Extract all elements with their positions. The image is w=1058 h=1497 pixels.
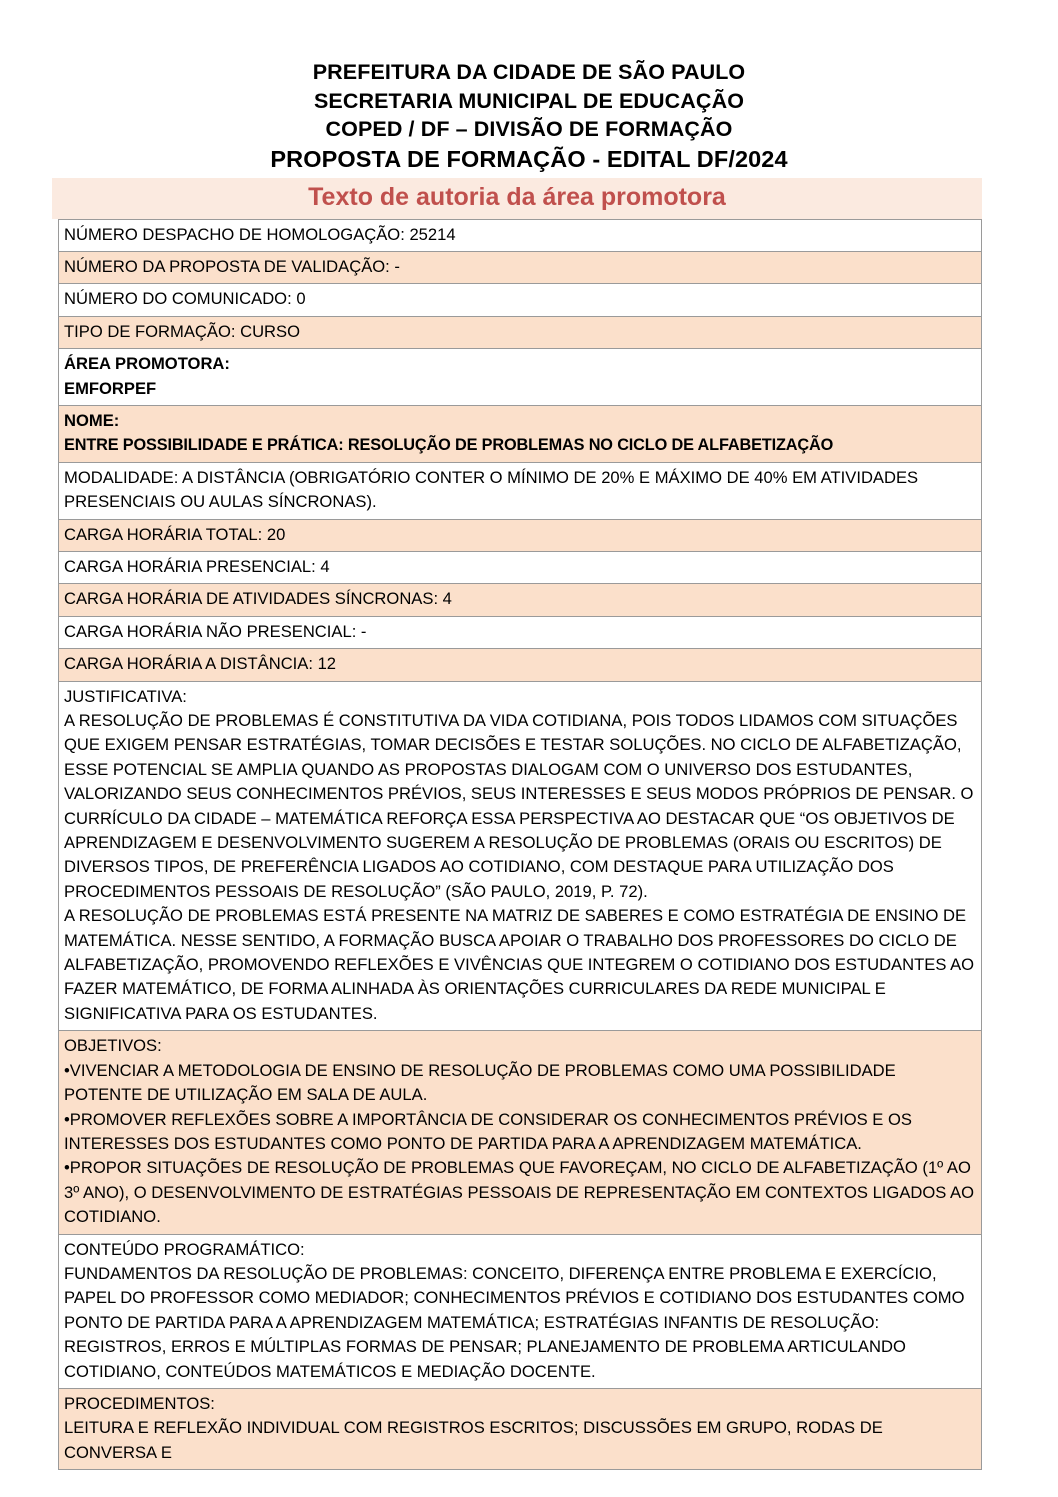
procedimentos-label: PROCEDIMENTOS: (64, 1393, 215, 1413)
table-row-carga-distancia (59, 649, 982, 681)
cell-carga-nao-presencial: CARGA HORÁRIA NÃO PRESENCIAL: - (59, 616, 982, 648)
objetivos-bullet-1: •VIVENCIAR A METODOLOGIA DE ENSINO DE RESOLUÇÃO DE PROBLEMAS COMO UMA POSSIBILIDADE POTENTE DE UTILIZAÇÃO EM SALA DE AULA. (64, 1060, 896, 1105)
table-row-modalidade (59, 462, 982, 519)
cell-despacho: NÚMERO DESPACHO DE HOMOLOGAÇÃO: 25214 (59, 219, 982, 251)
document-header (0, 0, 1058, 175)
table-row-objetivos (59, 1031, 982, 1234)
table-row-despacho (59, 219, 982, 251)
conteudo-label: CONTEÚDO PROGRAMÁTICO: (64, 1239, 305, 1259)
objetivos-bullet-2: •PROMOVER REFLEXÕES SOBRE A IMPORTÂNCIA DE CONSIDERAR OS CONHECIMENTOS PRÉVIOS E OS INTERESSES DOS ESTUDANTES COMO PONTO DE PARTIDA PARA A APRENDIZAGEM MATEMÁTICA. (64, 1109, 912, 1153)
cell-proposta-validacao: NÚMERO DA PROPOSTA DE VALIDAÇÃO: - (59, 251, 982, 283)
authorship-banner-text: Texto de autoria da área promotora (308, 182, 726, 211)
nome-label: NOME: (64, 410, 120, 430)
table-row-justificativa (59, 681, 982, 1031)
area-promotora-value: EMFORPEF (64, 378, 157, 398)
cell-nome (59, 405, 982, 462)
area-promotora-label: ÁREA PROMOTORA: (64, 354, 230, 374)
conteudo-text: FUNDAMENTOS DA RESOLUÇÃO DE PROBLEMAS: CONCEITO, DIFERENÇA ENTRE PROBLEMA E EXERCÍCIO, PAPEL DO PROFESSOR COMO MEDIADOR; CONHECIMENTOS PRÉVIOS E COTIDIANO DOS ESTUDANTES COMO PONTO DE PARTIDA PARA A APRENDIZAGEM MATEMÁTICA; ESTRATÉGIAS INFANTIS DE RESOLUÇÃO: REGISTROS, ERROS E MÚLTIPLAS FORMAS DE PENSAR; PLANEJAMENTO DE PROBLEMA ARTICULANDO COTIDIANO, CONTEÚDOS MATEMÁTICOS E MEDIAÇÃO DOCENTE. (64, 1263, 965, 1381)
cell-procedimentos (59, 1388, 982, 1469)
cell-carga-distancia: CARGA HORÁRIA A DISTÂNCIA: 12 (59, 649, 982, 681)
objetivos-bullet-3: •PROPOR SITUAÇÕES DE RESOLUÇÃO DE PROBLEMAS QUE FAVOREÇAM, NO CICLO DE ALFABETIZAÇÃO (1º AO 3º ANO), O DESENVOLVIMENTO DE ESTRATÉGIAS PESSOAIS DE REPRESENTAÇÃO EM CONTEXTOS LIGADOS AO COTIDIANO. (64, 1158, 975, 1227)
table-row-conteudo-programatico (59, 1234, 982, 1388)
table-row-carga-presencial (59, 551, 982, 583)
cell-carga-presencial: CARGA HORÁRIA PRESENCIAL: 4 (59, 551, 982, 583)
table-row-tipo-formacao (59, 316, 982, 348)
nome-value: ENTRE POSSIBILIDADE E PRÁTICA: RESOLUÇÃO DE PROBLEMAS NO CICLO DE ALFABETIZAÇÃO (64, 436, 834, 455)
cell-conteudo-programatico (59, 1234, 982, 1388)
justificativa-paragraph-1: A RESOLUÇÃO DE PROBLEMAS É CONSTITUTIVA DA VIDA COTIDIANA, POIS TODOS LIDAMOS COM SITUAÇÕES QUE EXIGEM PENSAR ESTRATÉGIAS, TOMAR DECISÕES E TESTAR SOLUÇÕES. NO CICLO DE ALFABETIZAÇÃO, ESSE POTENCIAL SE AMPLIA QUANDO AS PROPOSTAS DIALOGAM COM O UNIVERSO DOS ESTUDANTES, VALORIZANDO SEUS CONHECIMENTOS PRÉVIOS, SEUS INTERESSES E SEUS MODOS PRÓPRIOS DE PENSAR. O CURRÍCULO DA CIDADE – MATEMÁTICA REFORÇA ESSA PERSPECTIVA AO DESTACAR QUE “OS OBJETIVOS DE APRENDIZAGEM E DESENVOLVIMENTO SUGEREM A RESOLUÇÃO DE PROBLEMAS (ORAIS OU ESCRITOS) DE DIVERSOS TIPOS, DE PREFERÊNCIA LIGADOS AO COTIDIANO, COM DESTAQUE PARA UTILIZAÇÃO DOS PROCEDIMENTOS PESSOAIS DE RESOLUÇÃO” (SÃO PAULO, 2019, P. 72). (64, 711, 974, 901)
proposal-form-table (58, 219, 982, 1471)
table-row-comunicado (59, 284, 982, 316)
procedimentos-text: LEITURA E REFLEXÃO INDIVIDUAL COM REGISTROS ESCRITOS; DISCUSSÕES EM GRUPO, RODAS DE CONVERSA E (64, 1418, 883, 1462)
table-row-carga-nao-presencial (59, 616, 982, 648)
cell-modalidade: MODALIDADE: A DISTÂNCIA (OBRIGATÓRIO CONTER O MÍNIMO DE 20% E MÁXIMO DE 40% EM ATIVIDADES PRESENCIAIS OU AULAS SÍNCRONAS). (59, 462, 982, 519)
table-row-procedimentos (59, 1388, 982, 1469)
cell-carga-total: CARGA HORÁRIA TOTAL: 20 (59, 519, 982, 551)
header-line-proposta: PROPOSTA DE FORMAÇÃO - EDITAL DF/2024 (270, 145, 788, 172)
table-row-carga-total (59, 519, 982, 551)
header-line-prefeitura: PREFEITURA DA CIDADE DE SÃO PAULO (312, 60, 746, 84)
cell-comunicado: NÚMERO DO COMUNICADO: 0 (59, 284, 982, 316)
table-row-nome (59, 405, 982, 462)
cell-area-promotora (59, 349, 982, 406)
justificativa-label: JUSTIFICATIVA: (64, 686, 187, 706)
table-row-carga-sincronas (59, 584, 982, 616)
cell-objetivos (59, 1031, 982, 1234)
header-line-coped: COPED / DF – DIVISÃO DE FORMAÇÃO (325, 117, 733, 141)
justificativa-paragraph-2: A RESOLUÇÃO DE PROBLEMAS ESTÁ PRESENTE NA MATRIZ DE SABERES E COMO ESTRATÉGIA DE ENSINO DE MATEMÁTICA. NESSE SENTIDO, A FORMAÇÃO BUSCA APOIAR O TRABALHO DOS PROFESSORES DO CICLO DE ALFABETIZAÇÃO, PROMOVENDO REFLEXÕES E VIVÊNCIAS QUE INTEGREM O COTIDIANO DOS ESTUDANTES AO FAZER MATEMÁTICO, DE FORMA ALINHADA ÀS ORIENTAÇÕES CURRICULARES DA REDE MUNICIPAL E SIGNIFICATIVA PARA OS ESTUDANTES. (64, 906, 975, 1023)
objetivos-label: OBJETIVOS: (64, 1036, 162, 1056)
table-row-area-promotora (59, 349, 982, 406)
cell-justificativa (59, 681, 982, 1031)
cell-carga-sincronas: CARGA HORÁRIA DE ATIVIDADES SÍNCRONAS: 4 (59, 584, 982, 616)
cell-tipo-formacao: TIPO DE FORMAÇÃO: CURSO (59, 316, 982, 348)
header-line-secretaria: SECRETARIA MUNICIPAL DE EDUCAÇÃO (313, 88, 745, 113)
table-row-proposta-validacao (59, 251, 982, 283)
authorship-banner (52, 178, 982, 219)
